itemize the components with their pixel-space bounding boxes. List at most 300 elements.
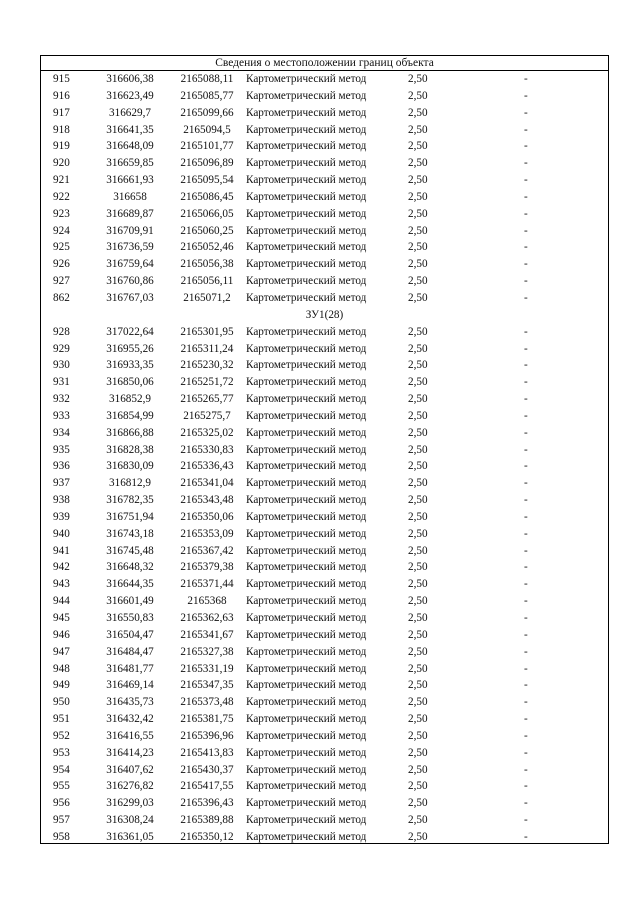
accuracy: 2,50	[408, 409, 428, 422]
x-coordinate: 316830,09	[106, 460, 154, 473]
note: -	[524, 780, 528, 793]
accuracy: 2,50	[408, 645, 428, 658]
y-coordinate: 2165071,2	[183, 291, 231, 304]
y-coordinate: 2165341,04	[180, 477, 234, 490]
point-number: 935	[53, 443, 70, 456]
x-coordinate: 316661,93	[106, 174, 154, 187]
table-row	[41, 425, 608, 442]
x-coordinate: 316414,23	[106, 746, 154, 759]
accuracy: 2,50	[408, 123, 428, 136]
table-title: Сведения о местоположении границ объекта	[41, 56, 608, 71]
table-row	[41, 627, 608, 644]
accuracy: 2,50	[408, 224, 428, 237]
note: -	[524, 291, 528, 304]
method: Картометрический метод	[246, 325, 367, 338]
table-row	[41, 492, 608, 509]
y-coordinate: 2165265,77	[180, 393, 234, 406]
point-number: 947	[53, 645, 70, 658]
method: Картометрический метод	[246, 578, 367, 591]
note: -	[524, 662, 528, 675]
accuracy: 2,50	[408, 342, 428, 355]
note: -	[524, 645, 528, 658]
point-number: 948	[53, 662, 70, 675]
accuracy: 2,50	[408, 359, 428, 372]
x-coordinate: 316644,35	[106, 578, 154, 591]
y-coordinate: 2165353,09	[180, 527, 234, 540]
y-coordinate: 2165056,11	[180, 275, 234, 288]
x-coordinate: 316866,88	[106, 426, 154, 439]
point-number: 915	[53, 73, 70, 85]
note: -	[524, 746, 528, 759]
accuracy: 2,50	[408, 443, 428, 456]
method: Картометрический метод	[246, 713, 367, 726]
x-coordinate: 316854,99	[106, 409, 154, 422]
point-number: 937	[53, 477, 70, 490]
x-coordinate: 316504,47	[106, 628, 154, 641]
method: Картометрический метод	[246, 393, 367, 406]
x-coordinate: 316767,03	[106, 291, 154, 304]
x-coordinate: 316743,18	[106, 527, 154, 540]
point-number: 939	[53, 510, 70, 523]
method: Картометрический метод	[246, 763, 367, 776]
method: Картометрический метод	[246, 477, 367, 490]
accuracy: 2,50	[408, 814, 428, 827]
method: Картометрический метод	[246, 830, 367, 843]
accuracy: 2,50	[408, 595, 428, 608]
point-number: 945	[53, 612, 70, 624]
point-number: 956	[53, 797, 70, 810]
point-number: 926	[53, 258, 70, 271]
accuracy: 2,50	[408, 106, 428, 119]
method: Картометрический метод	[246, 376, 367, 389]
note: -	[524, 460, 528, 473]
point-number: 916	[53, 89, 70, 102]
method: Картометрический метод	[246, 696, 367, 709]
table-row	[41, 728, 608, 745]
accuracy: 2,50	[408, 140, 428, 153]
x-coordinate: 316709,91	[106, 224, 154, 237]
boundary-table	[40, 55, 609, 844]
x-coordinate: 316469,14	[106, 679, 154, 692]
accuracy: 2,50	[408, 460, 428, 473]
note: -	[524, 595, 528, 608]
point-number: 924	[53, 224, 70, 237]
point-number: 917	[53, 106, 70, 119]
y-coordinate: 2165096,89	[180, 157, 234, 170]
method: Картометрический метод	[246, 140, 367, 153]
method: Картометрический метод	[246, 207, 367, 220]
table-row	[41, 391, 608, 408]
point-number: 929	[53, 342, 70, 355]
point-number: 934	[53, 426, 70, 439]
point-number: 946	[53, 628, 70, 641]
y-coordinate: 2165367,42	[180, 544, 234, 557]
accuracy: 2,50	[408, 561, 428, 574]
y-coordinate: 2165230,32	[180, 359, 234, 372]
table-row	[41, 239, 608, 256]
accuracy: 2,50	[408, 662, 428, 675]
y-coordinate: 2165327,38	[180, 645, 234, 658]
accuracy: 2,50	[408, 190, 428, 203]
x-coordinate: 316852,9	[109, 393, 151, 406]
x-coordinate: 316484,47	[106, 645, 154, 658]
y-coordinate: 2165430,37	[180, 763, 234, 776]
point-number: 942	[53, 561, 70, 574]
accuracy: 2,50	[408, 797, 428, 810]
y-coordinate: 2165088,11	[180, 73, 234, 85]
y-coordinate: 2165325,02	[180, 426, 234, 439]
y-coordinate: 2165066,05	[180, 207, 234, 220]
table-row	[41, 829, 608, 846]
note: -	[524, 729, 528, 742]
x-coordinate: 316689,87	[106, 207, 154, 220]
accuracy: 2,50	[408, 275, 428, 288]
table-row	[41, 256, 608, 273]
note: -	[524, 325, 528, 338]
accuracy: 2,50	[408, 393, 428, 406]
x-coordinate: 316648,09	[106, 140, 154, 153]
x-coordinate: 316623,49	[106, 89, 154, 102]
table-row	[41, 559, 608, 576]
x-coordinate: 316736,59	[106, 241, 154, 254]
table-row	[41, 155, 608, 172]
table-row	[41, 795, 608, 812]
accuracy: 2,50	[408, 376, 428, 389]
table-row	[41, 526, 608, 543]
x-coordinate: 316658	[113, 190, 147, 203]
note: -	[524, 426, 528, 439]
note: -	[524, 510, 528, 523]
accuracy: 2,50	[408, 578, 428, 591]
y-coordinate: 2165101,77	[180, 140, 234, 153]
x-coordinate: 316606,38	[106, 73, 154, 85]
method: Картометрический метод	[246, 241, 367, 254]
method: Картометрический метод	[246, 89, 367, 102]
y-coordinate: 2165094,5	[183, 123, 231, 136]
table-body	[41, 71, 608, 846]
x-coordinate: 316416,55	[106, 729, 154, 742]
table-row	[41, 694, 608, 711]
table-row	[41, 576, 608, 593]
method: Картометрический метод	[246, 780, 367, 793]
x-coordinate: 316435,73	[106, 696, 154, 709]
accuracy: 2,50	[408, 157, 428, 170]
table-row	[41, 172, 608, 189]
table-row	[41, 324, 608, 341]
table-row	[41, 357, 608, 374]
method: Картометрический метод	[246, 645, 367, 658]
point-number: 957	[53, 814, 70, 827]
x-coordinate: 316432,42	[106, 713, 154, 726]
point-number: 953	[53, 746, 70, 759]
y-coordinate: 2165301,95	[180, 325, 234, 338]
table-row	[41, 812, 608, 829]
point-number: 862	[53, 291, 70, 304]
y-coordinate: 2165371,44	[180, 578, 234, 591]
note: -	[524, 207, 528, 220]
method: Картометрический метод	[246, 595, 367, 608]
y-coordinate: 2165099,66	[180, 106, 234, 119]
x-coordinate: 316648,32	[106, 561, 154, 574]
y-coordinate: 2165095,54	[180, 174, 234, 187]
note: -	[524, 106, 528, 119]
method: Картометрический метод	[246, 494, 367, 507]
note: -	[524, 814, 528, 827]
accuracy: 2,50	[408, 510, 428, 523]
x-coordinate: 316629,7	[109, 106, 151, 119]
method: Картометрический метод	[246, 426, 367, 439]
note: -	[524, 612, 528, 624]
table-row	[41, 661, 608, 678]
note: -	[524, 763, 528, 776]
table-row	[41, 475, 608, 492]
x-coordinate: 316481,77	[106, 662, 154, 675]
note: -	[524, 174, 528, 187]
method: Картометрический метод	[246, 258, 367, 271]
y-coordinate: 2165350,06	[180, 510, 234, 523]
point-number: 928	[53, 325, 70, 338]
accuracy: 2,50	[408, 679, 428, 692]
x-coordinate: 316760,86	[106, 275, 154, 288]
table-row	[41, 374, 608, 391]
section-heading	[41, 307, 608, 324]
accuracy: 2,50	[408, 696, 428, 709]
table-row	[41, 509, 608, 526]
section-label: ЗУ1(28)	[305, 308, 344, 321]
y-coordinate: 2165251,72	[180, 376, 234, 389]
point-number: 940	[53, 527, 70, 540]
table-row	[41, 273, 608, 290]
point-number: 954	[53, 763, 70, 776]
x-coordinate: 317022,64	[106, 325, 154, 338]
accuracy: 2,50	[408, 325, 428, 338]
accuracy: 2,50	[408, 612, 428, 624]
point-number: 936	[53, 460, 70, 473]
method: Картометрический метод	[246, 174, 367, 187]
accuracy: 2,50	[408, 729, 428, 742]
note: -	[524, 89, 528, 102]
table-row	[41, 593, 608, 610]
x-coordinate: 316745,48	[106, 544, 154, 557]
accuracy: 2,50	[408, 291, 428, 304]
y-coordinate: 2165373,48	[180, 696, 234, 709]
point-number: 943	[53, 578, 70, 591]
accuracy: 2,50	[408, 207, 428, 220]
y-coordinate: 2165275,7	[183, 409, 231, 422]
method: Картометрический метод	[246, 612, 367, 624]
point-number: 930	[53, 359, 70, 372]
point-number: 938	[53, 494, 70, 507]
note: -	[524, 527, 528, 540]
note: -	[524, 73, 528, 85]
point-number: 918	[53, 123, 70, 136]
note: -	[524, 393, 528, 406]
x-coordinate: 316407,62	[106, 763, 154, 776]
accuracy: 2,50	[408, 544, 428, 557]
point-number: 932	[53, 393, 70, 406]
note: -	[524, 241, 528, 254]
accuracy: 2,50	[408, 174, 428, 187]
y-coordinate: 2165389,88	[180, 814, 234, 827]
table-row	[41, 543, 608, 560]
point-number: 923	[53, 207, 70, 220]
note: -	[524, 123, 528, 136]
y-coordinate: 2165396,96	[180, 729, 234, 742]
note: -	[524, 561, 528, 574]
note: -	[524, 578, 528, 591]
method: Картометрический метод	[246, 797, 367, 810]
method: Картометрический метод	[246, 679, 367, 692]
note: -	[524, 544, 528, 557]
y-coordinate: 2165056,38	[180, 258, 234, 271]
point-number: 958	[53, 830, 70, 843]
x-coordinate: 316850,06	[106, 376, 154, 389]
method: Картометрический метод	[246, 409, 367, 422]
y-coordinate: 2165052,46	[180, 241, 234, 254]
method: Картометрический метод	[246, 157, 367, 170]
table-row	[41, 122, 608, 139]
accuracy: 2,50	[408, 494, 428, 507]
table-row	[41, 105, 608, 122]
note: -	[524, 140, 528, 153]
table-row	[41, 223, 608, 240]
table-row	[41, 745, 608, 762]
method: Картометрический метод	[246, 73, 367, 85]
point-number: 955	[53, 780, 70, 793]
method: Картометрический метод	[246, 628, 367, 641]
y-coordinate: 2165343,48	[180, 494, 234, 507]
table-row	[41, 88, 608, 105]
y-coordinate: 2165396,43	[180, 797, 234, 810]
point-number: 952	[53, 729, 70, 742]
x-coordinate: 316933,35	[106, 359, 154, 372]
y-coordinate: 2165341,67	[180, 628, 234, 641]
method: Картометрический метод	[246, 814, 367, 827]
y-coordinate: 2165362,63	[180, 612, 234, 624]
method: Картометрический метод	[246, 527, 367, 540]
note: -	[524, 696, 528, 709]
note: -	[524, 797, 528, 810]
y-coordinate: 2165417,55	[180, 780, 234, 793]
point-number: 931	[53, 376, 70, 389]
x-coordinate: 316299,03	[106, 797, 154, 810]
table-row	[41, 408, 608, 425]
method: Картометрический метод	[246, 729, 367, 742]
y-coordinate: 2165347,35	[180, 679, 234, 692]
table-row	[41, 442, 608, 459]
accuracy: 2,50	[408, 527, 428, 540]
x-coordinate: 316601,49	[106, 595, 154, 608]
method: Картометрический метод	[246, 460, 367, 473]
method: Картометрический метод	[246, 224, 367, 237]
accuracy: 2,50	[408, 763, 428, 776]
y-coordinate: 2165368	[187, 595, 227, 608]
note: -	[524, 713, 528, 726]
y-coordinate: 2165330,83	[180, 443, 234, 456]
table-row	[41, 189, 608, 206]
x-coordinate: 316308,24	[106, 814, 154, 827]
y-coordinate: 2165336,43	[180, 460, 234, 473]
note: -	[524, 359, 528, 372]
method: Картометрический метод	[246, 662, 367, 675]
accuracy: 2,50	[408, 426, 428, 439]
point-number: 941	[53, 544, 70, 557]
accuracy: 2,50	[408, 258, 428, 271]
x-coordinate: 316759,64	[106, 258, 154, 271]
y-coordinate: 2165086,45	[180, 190, 234, 203]
note: -	[524, 258, 528, 271]
y-coordinate: 2165413,83	[180, 746, 234, 759]
x-coordinate: 316812,9	[109, 477, 151, 490]
table-row	[41, 71, 608, 88]
x-coordinate: 316955,26	[106, 342, 154, 355]
x-coordinate: 316751,94	[106, 510, 154, 523]
table-row	[41, 778, 608, 795]
accuracy: 2,50	[408, 746, 428, 759]
table-row	[41, 644, 608, 661]
x-coordinate: 316361,05	[106, 830, 154, 843]
point-number: 922	[53, 190, 70, 203]
method: Картометрический метод	[246, 342, 367, 355]
accuracy: 2,50	[408, 89, 428, 102]
method: Картометрический метод	[246, 443, 367, 456]
method: Картометрический метод	[246, 746, 367, 759]
note: -	[524, 679, 528, 692]
method: Картометрический метод	[246, 359, 367, 372]
y-coordinate: 2165379,38	[180, 561, 234, 574]
y-coordinate: 2165311,24	[180, 342, 234, 355]
method: Картометрический метод	[246, 275, 367, 288]
note: -	[524, 376, 528, 389]
accuracy: 2,50	[408, 477, 428, 490]
y-coordinate: 2165350,12	[180, 830, 234, 843]
point-number: 933	[53, 409, 70, 422]
note: -	[524, 275, 528, 288]
accuracy: 2,50	[408, 241, 428, 254]
method: Картометрический метод	[246, 510, 367, 523]
x-coordinate: 316782,35	[106, 494, 154, 507]
point-number: 950	[53, 696, 70, 709]
point-number: 944	[53, 595, 70, 608]
table-row	[41, 290, 608, 307]
method: Картометрический метод	[246, 106, 367, 119]
point-number: 921	[53, 174, 70, 187]
x-coordinate: 316659,85	[106, 157, 154, 170]
x-coordinate: 316550,83	[106, 612, 154, 624]
note: -	[524, 443, 528, 456]
point-number: 949	[53, 679, 70, 692]
accuracy: 2,50	[408, 628, 428, 641]
y-coordinate: 2165060,25	[180, 224, 234, 237]
method: Картометрический метод	[246, 544, 367, 557]
accuracy: 2,50	[408, 780, 428, 793]
note: -	[524, 157, 528, 170]
accuracy: 2,50	[408, 830, 428, 843]
x-coordinate: 316276,82	[106, 780, 154, 793]
table-row	[41, 711, 608, 728]
x-coordinate: 316828,38	[106, 443, 154, 456]
point-number: 927	[53, 275, 70, 288]
table-row	[41, 341, 608, 358]
note: -	[524, 224, 528, 237]
note: -	[524, 190, 528, 203]
point-number: 951	[53, 713, 70, 726]
table-row	[41, 138, 608, 155]
method: Картометрический метод	[246, 291, 367, 304]
table-row	[41, 206, 608, 223]
accuracy: 2,50	[408, 73, 428, 85]
note: -	[524, 494, 528, 507]
